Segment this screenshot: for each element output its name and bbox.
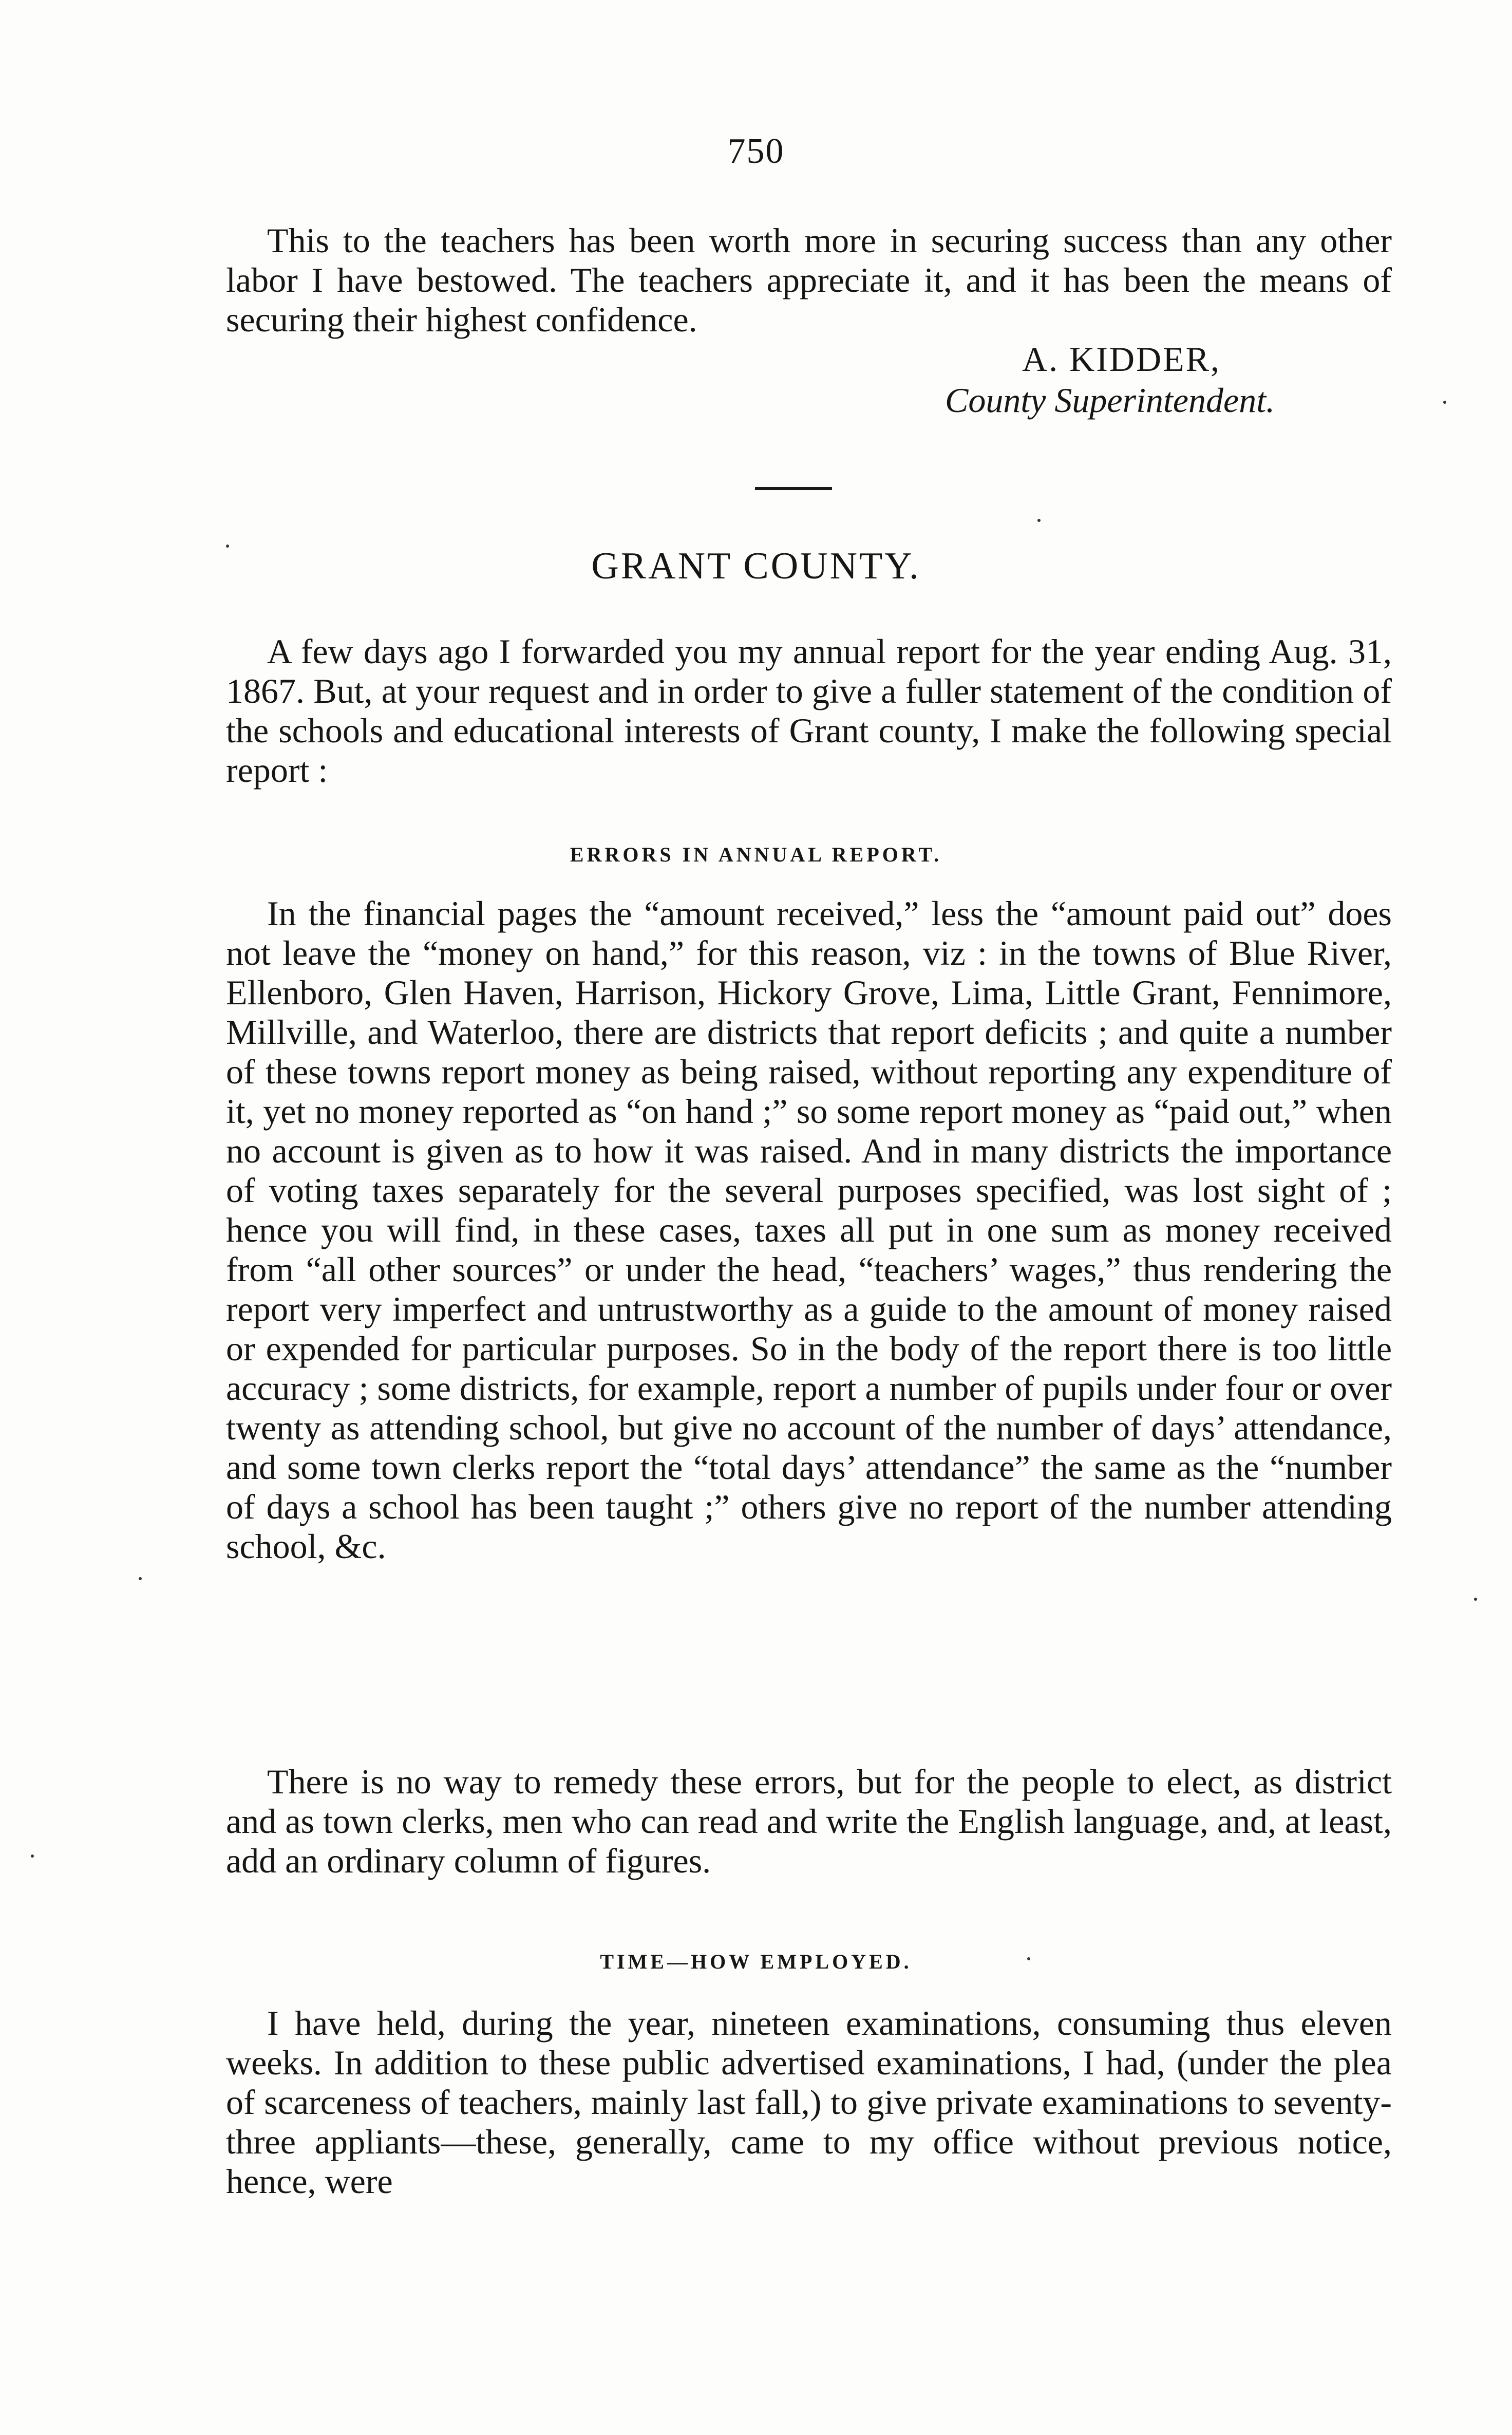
closing-paragraph-text: This to the teachers has been worth more in securing success than any other labor I have bestowed. The teachers appreciate it, and it has been the means of securing their highest confidence.	[226, 221, 1392, 339]
errors-section-heading: ERRORS IN ANNUAL REPORT.	[570, 843, 942, 866]
signature-name: A. KIDDER,	[1022, 340, 1221, 379]
time-paragraph-1	[226, 2003, 1392, 2201]
signature-title: County Superintendent.	[945, 381, 1275, 420]
time-section-heading: TIME—HOW EMPLOYED.	[600, 1950, 912, 1973]
section-divider-rule	[755, 487, 832, 490]
paper-speck	[31, 1855, 34, 1858]
paper-speck	[1027, 1957, 1030, 1960]
paper-speck	[1443, 401, 1446, 404]
page-number: 750	[727, 132, 785, 171]
paper-speck	[1037, 519, 1041, 522]
paper-speck	[226, 545, 229, 548]
errors-paragraph-1	[226, 894, 1392, 1566]
intro-paragraph-text: A few days ago I forwarded you my annual report for the year ending Aug. 31, 1867. But, at your request and in order to give a fuller statement of the condition of the schools and educational interests of Grant county, I make the following special report :	[226, 632, 1392, 790]
errors-paragraph-2	[226, 1762, 1392, 1881]
kidder-closing-paragraph	[226, 221, 1392, 340]
errors-paragraph-2-text: There is no way to remedy these errors, but for the people to elect, as district and as town clerks, men who can read and write the English language, and, at least, add an ordinary column of figures.	[226, 1762, 1392, 1880]
intro-paragraph	[226, 632, 1392, 790]
county-heading: GRANT COUNTY.	[591, 545, 921, 587]
paper-speck	[139, 1577, 142, 1580]
time-paragraph-1-text: I have held, during the year, nineteen examinations, consuming thus eleven weeks. In addition to these public advertised examinations, I had, (under the plea of scarceness of teachers, mainly last fall,) to give private examinations to seventy-three appliants—these, generally, came to my office without previous notice, hence, were	[226, 2003, 1392, 2201]
paper-speck	[1474, 1598, 1477, 1601]
errors-paragraph-1-text: In the financial pages the “amount received,” less the “amount paid out” does not leave the “money on hand,” for this reason, viz : in the towns of Blue River, Ellenboro, Glen Haven, Harrison, Hickory Grove, Lima, Little Grant, Fennimore, Millville, and Waterloo, there are districts that report deficits ; and quite a number of these towns report money as being raised, without reporting any expenditure of it, yet no money reported as “on hand ;” so some report money as “paid out,” when no account is given as to how it was raised. And in many districts the importance of voting taxes separately for the several purposes specified, was lost sight of ; hence you will find, in these cases, taxes all put in one sum as money received from “all other sources” or under the head, “teachers’ wages,” thus rendering the report very imperfect and untrustworthy as a guide to the amount of money raised or expended for particular purposes. So in the body of the report there is too little accuracy ; some districts, for example, report a number of pupils under four or over twenty as attending school, but give no account of the number of days’ attendance, and some town clerks report the “total days’ attendance” the same as the “number of days a school has been taught ;” others give no report of the number attending school, &c.	[226, 894, 1392, 1566]
